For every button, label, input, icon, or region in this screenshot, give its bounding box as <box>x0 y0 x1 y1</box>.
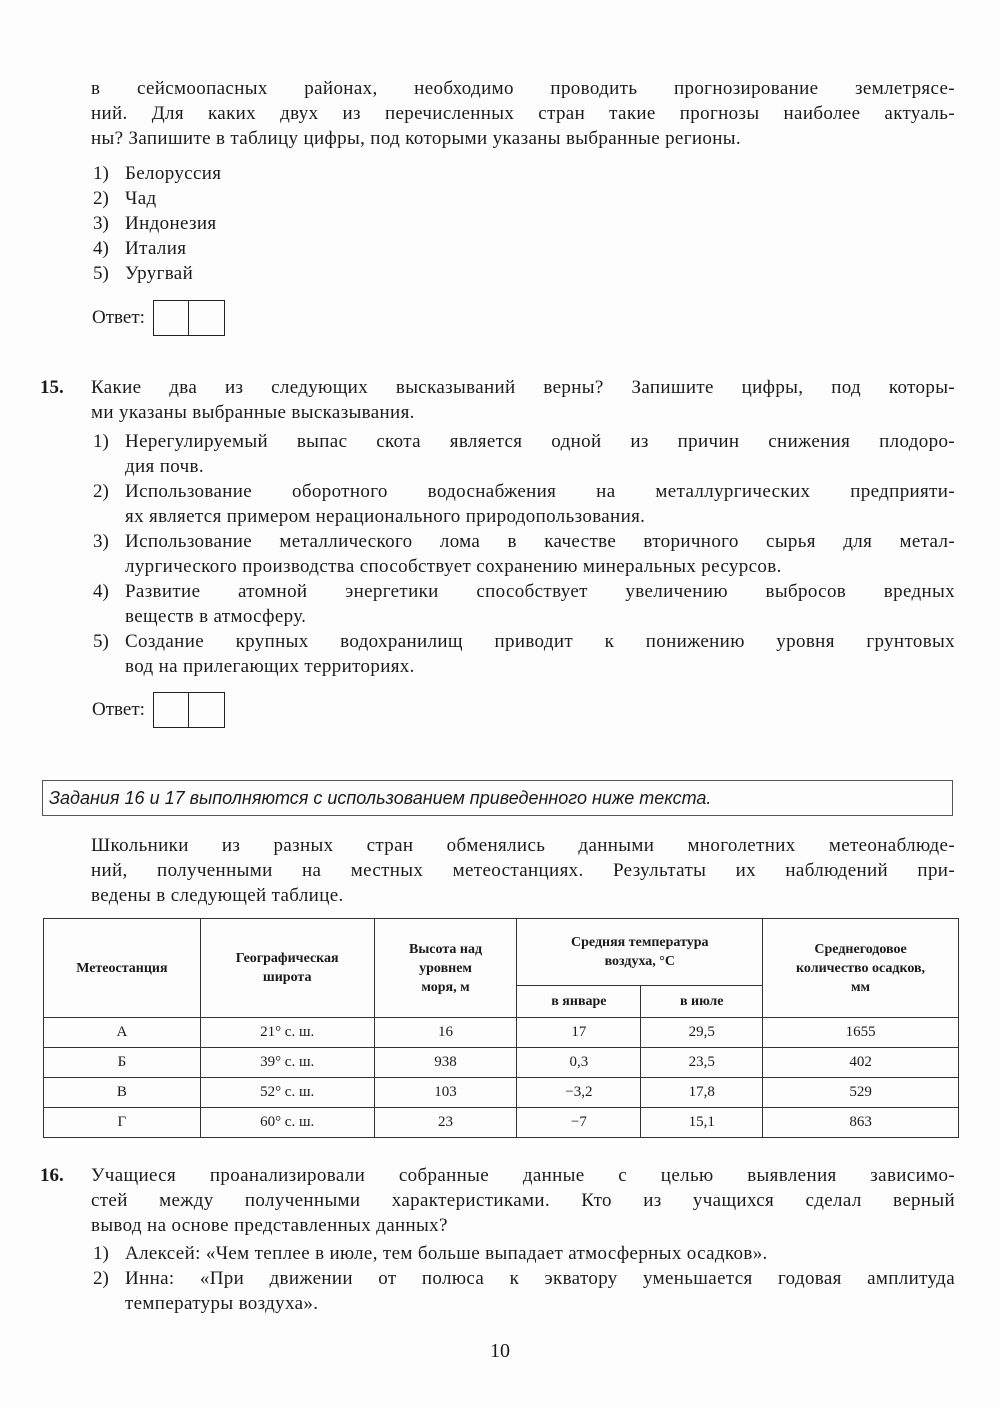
table-cell: 0,3 <box>517 1048 641 1078</box>
option-item <box>93 161 221 186</box>
option-number: 1) <box>93 431 109 452</box>
table-cell: 1655 <box>763 1018 959 1048</box>
table-cell: 16 <box>374 1018 517 1048</box>
option-text: Уругвай <box>125 263 194 284</box>
table-cell: 21° с. ш. <box>200 1018 374 1048</box>
option-number: 3) <box>93 531 109 552</box>
weather-table <box>43 918 959 1138</box>
header-july: в июле <box>641 986 763 1018</box>
table-cell: 529 <box>763 1078 959 1108</box>
table-cell: 17,8 <box>641 1078 763 1108</box>
text-line: ведены в следующей таблице. <box>91 885 344 906</box>
option-text: Индонезия <box>125 213 217 234</box>
option-item <box>93 579 955 629</box>
table-cell: −7 <box>517 1108 641 1138</box>
table-cell: В <box>44 1078 201 1108</box>
q16-text <box>91 1163 955 1238</box>
option-text: вод на прилегающих территориях. <box>125 656 415 677</box>
option-item <box>93 211 221 236</box>
header-temperature: Средняя температура воздуха, °С <box>517 919 763 986</box>
page-number: 10 <box>490 1340 510 1362</box>
table-cell: 60° с. ш. <box>200 1108 374 1138</box>
option-text: веществ в атмосферу. <box>125 606 307 627</box>
option-number: 2) <box>93 188 109 209</box>
option-text: Белоруссия <box>125 163 222 184</box>
table-cell: 103 <box>374 1078 517 1108</box>
option-text: Использование металлического лома в качестве вторичного сырья для метал- <box>125 531 955 552</box>
text-line: ми указаны выбранные высказывания. <box>91 402 415 423</box>
option-text: температуры воздуха». <box>125 1293 319 1314</box>
answer-box[interactable] <box>153 300 189 336</box>
option-number: 3) <box>93 213 109 234</box>
intro-paragraph <box>91 833 955 908</box>
table-row <box>44 1018 959 1048</box>
option-text: Алексей: «Чем теплее в июле, тем больше выпадает атмосферных осадков». <box>125 1243 768 1264</box>
text-line: Какие два из следующих высказываний верны? Запишите цифры, под которы- <box>91 377 955 398</box>
intro-text <box>91 76 955 151</box>
option-number: 4) <box>93 581 109 602</box>
option-number: 5) <box>93 263 109 284</box>
table-row <box>44 1048 959 1078</box>
task-note: Задания 16 и 17 выполняются с использованием приведенного ниже текста. <box>42 780 953 816</box>
table-cell: 15,1 <box>641 1108 763 1138</box>
question-number: 16. <box>40 1165 64 1186</box>
header-altitude: Высота над уровнем моря, м <box>374 919 517 1018</box>
table-cell: 29,5 <box>641 1018 763 1048</box>
option-text: Создание крупных водохранилищ приводит к понижению уровня грунтовых <box>125 631 955 652</box>
table-cell: 23,5 <box>641 1048 763 1078</box>
q14-options <box>93 161 221 286</box>
option-text: лургического производства способствует сохранению минеральных ресурсов. <box>125 556 782 577</box>
option-text: Италия <box>125 238 187 259</box>
option-number: 4) <box>93 238 109 259</box>
table-cell: 938 <box>374 1048 517 1078</box>
q15-text <box>91 375 955 425</box>
option-number: 1) <box>93 1243 109 1264</box>
option-number: 5) <box>93 631 109 652</box>
table-cell: 52° с. ш. <box>200 1078 374 1108</box>
text-line: стей между полученными характеристиками. Кто из учащихся сделал верный <box>91 1190 955 1211</box>
option-item <box>93 1266 955 1316</box>
option-number: 2) <box>93 481 109 502</box>
option-text: Инна: «При движении от полюса к экватору уменьшается годовая амплитуда <box>125 1268 955 1289</box>
option-item <box>93 429 955 479</box>
option-item <box>93 1241 955 1266</box>
option-item <box>93 529 955 579</box>
text-line: Школьники из разных стран обменялись данными многолетних метеонаблюде- <box>91 835 955 856</box>
table-cell: 402 <box>763 1048 959 1078</box>
text-line: в сейсмоопасных районах, необходимо проводить прогнозирование землетрясе- <box>91 78 955 99</box>
option-text: ях является примером нерационального природопользования. <box>125 506 646 527</box>
table-cell: Б <box>44 1048 201 1078</box>
header-january: в январе <box>517 986 641 1018</box>
option-item <box>93 479 955 529</box>
option-text: дия почв. <box>125 456 204 477</box>
header-latitude: Географическая широта <box>200 919 374 1018</box>
table-cell: 17 <box>517 1018 641 1048</box>
question-number: 15. <box>40 377 64 398</box>
table-cell: −3,2 <box>517 1078 641 1108</box>
text-line: вывод на основе представленных данных? <box>91 1215 448 1236</box>
option-number: 1) <box>93 163 109 184</box>
option-text: Использование оборотного водоснабжения на металлургических предприяти- <box>125 481 955 502</box>
answer-box[interactable] <box>153 692 189 728</box>
table-cell: А <box>44 1018 201 1048</box>
option-text: Чад <box>125 188 157 209</box>
text-line: ний. Для каких двух из перечисленных стран такие прогнозы наиболее актуаль- <box>91 103 955 124</box>
table-cell: 39° с. ш. <box>200 1048 374 1078</box>
option-text: Развитие атомной энергетики способствует увеличению выбросов вредных <box>125 581 955 602</box>
q14-answer <box>92 300 225 336</box>
text-line: ны? Запишите в таблицу цифры, под которыми указаны выбранные регионы. <box>91 128 741 149</box>
table-row <box>44 1078 959 1108</box>
answer-label: Ответ: <box>92 307 145 328</box>
answer-box[interactable] <box>189 300 225 336</box>
answer-box[interactable] <box>189 692 225 728</box>
q16-options <box>93 1241 955 1316</box>
option-text: Нерегулируемый выпас скота является одной из причин снижения плодоро- <box>125 431 955 452</box>
option-item <box>93 261 221 286</box>
header-precipitation: Среднегодовое количество осадков, мм <box>763 919 959 1018</box>
text-line: ний, полученными на местных метеостанциях. Результаты их наблюдений при- <box>91 860 955 881</box>
table-cell: Г <box>44 1108 201 1138</box>
table-cell: 23 <box>374 1108 517 1138</box>
table-row <box>44 1108 959 1138</box>
header-station: Метеостанция <box>44 919 201 1018</box>
q15-answer <box>92 692 225 728</box>
q15-options <box>93 429 955 679</box>
option-number: 2) <box>93 1268 109 1289</box>
option-item <box>93 186 221 211</box>
table-cell: 863 <box>763 1108 959 1138</box>
answer-label: Ответ: <box>92 699 145 720</box>
text-line: Учащиеся проанализировали собранные данные с целью выявления зависимо- <box>91 1165 955 1186</box>
option-item <box>93 629 955 679</box>
option-item <box>93 236 221 261</box>
